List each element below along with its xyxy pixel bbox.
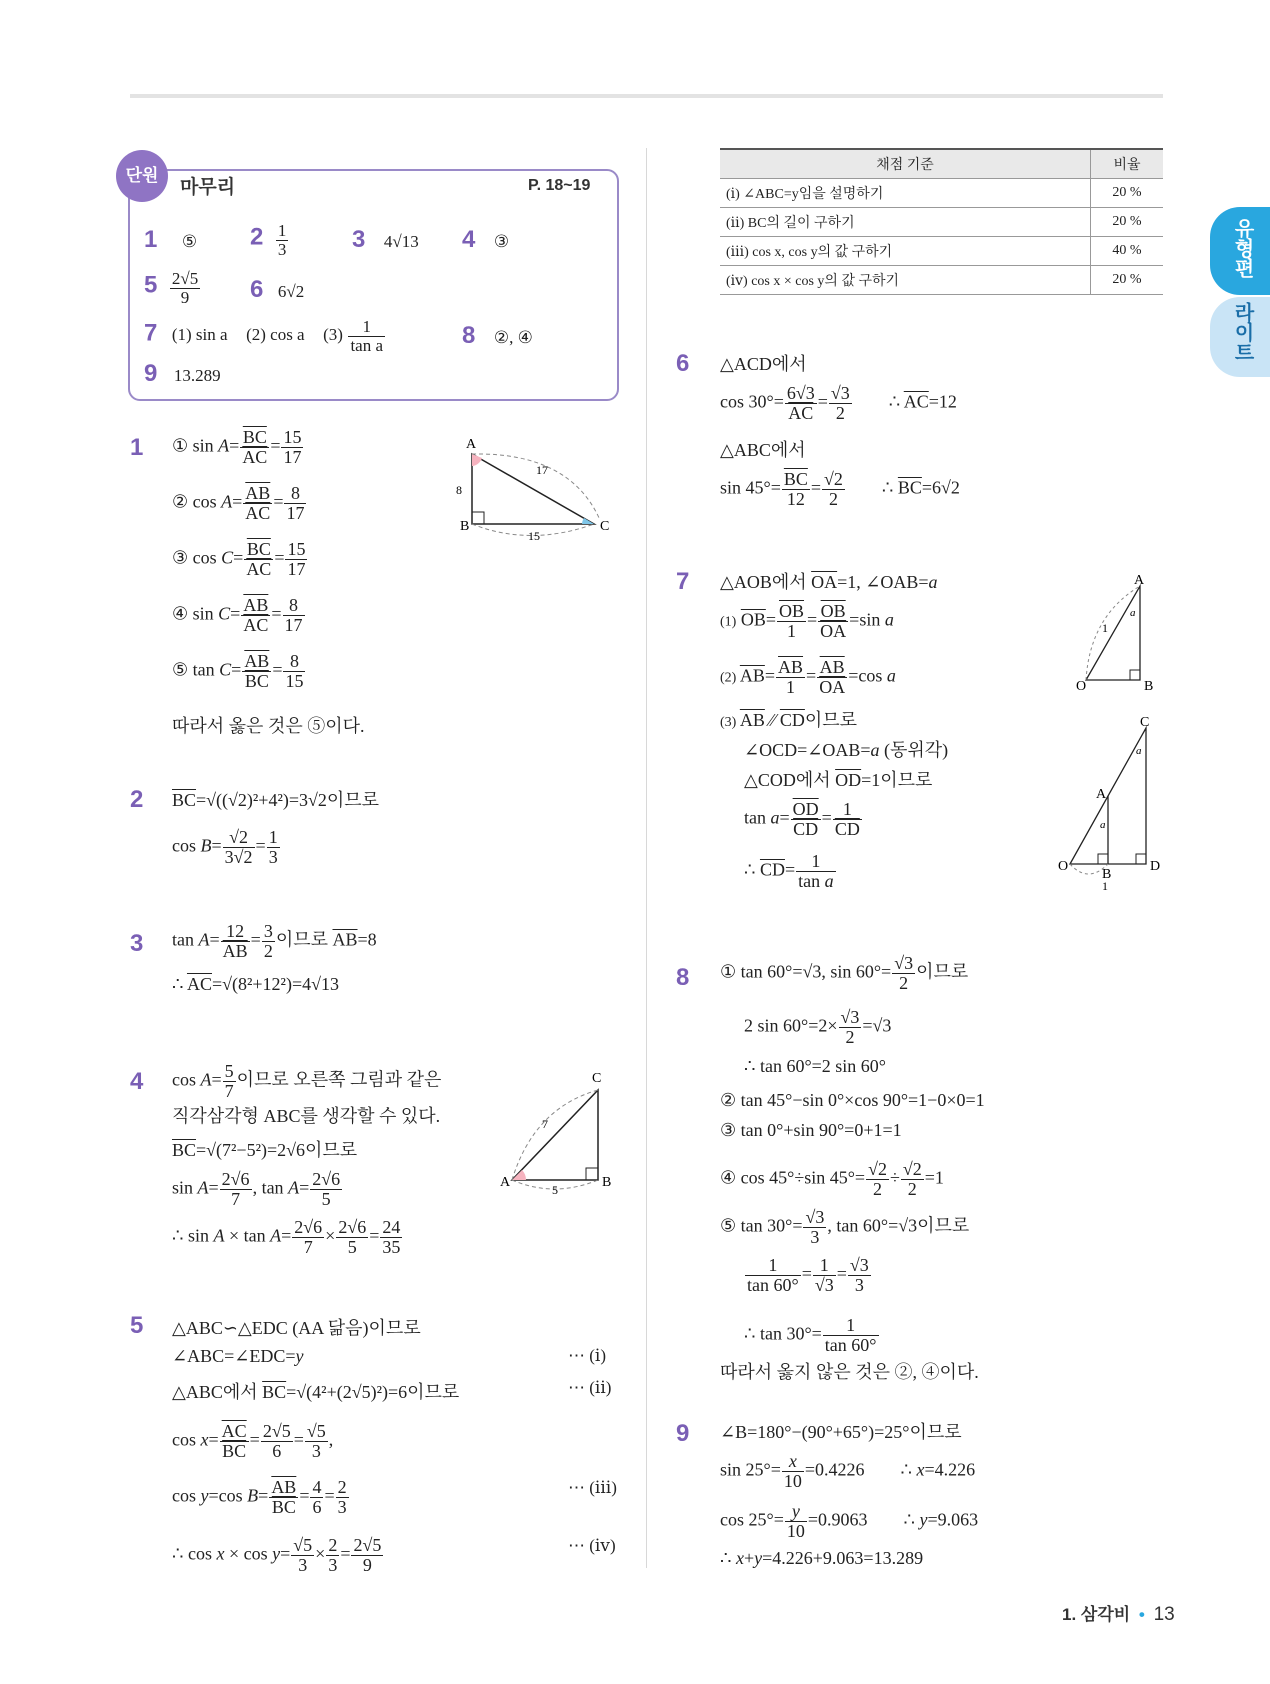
triangle-figure-4	[494, 1068, 624, 1198]
triangle-figure-7b	[1058, 715, 1178, 898]
solution-number-4: 4	[130, 1068, 144, 1095]
step-tag-3: ⋯ (ⅲ)	[568, 1478, 617, 1497]
svg-text:a: a	[1130, 607, 1136, 619]
table-row: (ⅲ) cos x, cos y의 값 구하기 40 %	[720, 237, 1163, 266]
solution-7-body: △AOB에서 $\overline{OA}=1$, ∠OAB=a (1) $\overline{OB}=$ $\frac{\overline{OB}}{1}$ = $\frac{\overline{OB}}{OA}$ =sin a (2) $\overline{AB}=$ $\frac{\overline{AB}}{1}$ = $\frac{\overline{AB}}{OA}$ =cos a (3) $\overline{AB}$ ⁄⁄ $\overline{CD}$이므로 ∠OCD=∠OAB=a (동위각) △COD에서 $\overline{OD}=1$이므로 tan a= $\frac{\overline{OD}}{CD}$ = $\frac{1}{CD}$ ∴ $\overline{CD}=$ $\frac{1}{\text{tan a}}$	[720, 572, 949, 891]
step-tag-2: ⋯ (ⅱ)	[568, 1378, 612, 1397]
vertex-label-a: A	[466, 437, 477, 452]
solution-8-body: ① tan 60°=√3, sin 60°= $\frac{√3}{2}$ 이므로 2 sin 60°=2× $\frac{√3}{2}$ =√3 ∴ tan 60°=2 sin 60° ② tan 45°−sin 0°×cos 90°=1−0×0=1 ③ tan 0°+sin 90°=0+1=1 ④ cos 45°÷sin 45°= $\frac{√2}{2}$ ÷ $\frac{√2}{2}$ =1 ⑤ tan 30°= $\frac{√3}{3}$ , tan 60°=√3이므로 $\frac{1}{\tan 60^\circ}$ = $\frac{1}{√3}$ = $\frac{√3}{3}$ ∴ tan 30°= $\frac{1}{\tan 60^\circ}$ 따라서 옳지 않은 것은 ②, ④이다.	[720, 953, 985, 1382]
page-footer	[1062, 1600, 1175, 1626]
grading-rubric-table	[720, 148, 1163, 295]
vertex-label-c: C	[592, 1071, 602, 1086]
top-rule	[130, 94, 1163, 98]
summary-answer-7: 7 (1) sin a (2) cos a (3) $\frac{1}{\text{tan a}}$	[144, 317, 384, 355]
rubric-header-ratio: 비율	[1091, 149, 1164, 179]
summary-answer-3: 3 4√13	[352, 226, 419, 253]
side-label-ac: 7	[542, 1117, 548, 1131]
svg-text:A: A	[1134, 573, 1145, 588]
solution-8-conclusion: 따라서 옳지 않은 것은 ②, ④이다.	[720, 1362, 979, 1382]
svg-text:a: a	[1100, 819, 1106, 831]
vertex-label-b: B	[602, 1175, 612, 1190]
vertex-label-a: A	[500, 1175, 511, 1190]
solution-number-1: 1	[130, 434, 144, 461]
solution-number-6: 6	[676, 350, 690, 377]
solution-5-body: △ABC∽△EDC (AA 닮음)이므로 ∠ABC=∠EDC=y △ABC에서 $\overline{BC}=√(4^2+(2√5)^2)=6$이므로 cos x= $\frac{\overline{AC}}{BC}$ = $\frac{2√5}{6}$ = $\frac{√5}{3}$ , cos y=cos B= $\frac{\overline{AB}}{BC}$ = $\frac{4}{6}$ = $\frac{2}{3}$ ∴ cos x × cos y= $\frac{√5}{3}$ × $\frac{2}{3}$ = $\frac{2√5}{9}$	[172, 1318, 460, 1575]
triangle-figure-1	[450, 432, 620, 542]
solution-1-body: ① sin A= $\frac{\overline{BC}}{AC}$ = $\frac{15}{17}$ ② cos A= $\frac{\overline{AB}}{AC}$ = $\frac{8}{17}$ ③ cos C= $\frac{\overline{BC}}{AC}$ = $\frac{15}{17}$ ④ sin C= $\frac{\overline{AB}}{AC}$ = $\frac{8}{17}$ ⑤ tan C= $\frac{\overline{AB}}{BC}$ = $\frac{8}{15}$ 따라서 옳은 것은 ⑤이다.	[172, 427, 365, 736]
svg-text:1: 1	[1102, 879, 1108, 893]
table-row: (ⅳ) cos x × cos y의 값 구하기 20 %	[720, 266, 1163, 295]
solution-number-7: 7	[676, 568, 690, 595]
summary-answer-9: 9 13.289	[144, 360, 221, 387]
step-tag-1: ⋯ (ⅰ)	[568, 1346, 607, 1365]
solution-number-3: 3	[130, 930, 144, 957]
tab-type-section-label: 유형편	[1231, 218, 1253, 278]
solution-1-conclusion: 따라서 옳은 것은 ⑤이다.	[172, 716, 365, 736]
tab-light-label: 라이트	[1231, 302, 1253, 362]
side-label-ac: 17	[536, 463, 548, 477]
summary-answer-8: 8 ②, ④	[462, 322, 533, 349]
solution-9-body: ∠B=180°−(90°+65°)=25°이므로 sin 25°= $\frac{x}{10}$ =0.4226 ∴ x=4.226 cos 25°= $\frac{y}{10}$ =0.9063 ∴ y=9.063 ∴ x+y=4.226+9.063=13.289	[720, 1422, 979, 1568]
summary-answer-1: 1 ⑤	[144, 226, 198, 253]
side-label-ab: 8	[456, 483, 462, 497]
svg-text:a: a	[1136, 745, 1142, 757]
vertex-label-c: C	[600, 519, 610, 534]
column-divider	[646, 148, 647, 1568]
solution-number-2: 2	[130, 786, 144, 813]
side-label-ab: 5	[552, 1183, 558, 1197]
vertex-label-b: B	[460, 519, 470, 534]
page-number: 13	[1153, 1604, 1175, 1625]
section-badge: 단원	[116, 150, 168, 202]
svg-text:A: A	[1096, 787, 1107, 802]
page-reference: P. 18~19	[528, 177, 591, 194]
summary-answer-2: 2 $\frac{1}{3}$	[250, 221, 287, 259]
solution-3-body: tan A= $\frac{12}{AB}$ = $\frac{3}{2}$ 이므로 $\overline{AB}=8$ ∴ $\overline{AC}=√(8^2+12^2)=4√13$	[172, 921, 377, 994]
summary-answer-5: 5 $\frac{2√5}{9}$	[144, 269, 199, 307]
svg-text:D: D	[1150, 859, 1161, 874]
svg-text:C: C	[1140, 715, 1150, 730]
solution-6-body: △ACD에서 cos 30°= $\frac{6√3}{AC}$ = $\frac{√3}{2}$ ∴ $\overline{AC}=12$ △ABC에서 sin 45°= $\frac{\overline{BC}}{12}$ = $\frac{√2}{2}$ ∴ $\overline{BC}=6√2$	[720, 354, 960, 509]
chapter-title: 1. 삼각비	[1062, 1605, 1131, 1624]
footer-bullet: •	[1138, 1605, 1145, 1624]
svg-text:O: O	[1058, 859, 1069, 874]
triangle-figure-7a	[1076, 573, 1186, 694]
table-row: (ⅱ) BC의 길이 구하기 20 %	[720, 208, 1163, 237]
svg-text:O: O	[1076, 679, 1087, 694]
summary-answer-4: 4 ③	[462, 226, 510, 253]
solution-2-body: $\overline{BC}=√((√2)^2+4^2)=3√2$이므로 cos B= $\frac{√2}{3√2}$ = $\frac{1}{3}$	[172, 790, 380, 867]
table-row: (ⅰ) ∠ABC=y임을 설명하기 20 %	[720, 179, 1163, 208]
section-title: 마무리	[180, 177, 236, 198]
solution-number-5: 5	[130, 1312, 144, 1339]
svg-text:B: B	[1144, 679, 1154, 694]
solution-4-body: cos A= $\frac{5}{7}$ 이므로 오른쪽 그림과 같은 직각삼각형 ABC를 생각할 수 있다. $\overline{BC}=√(7^2-5^2)=2√6$이므로 sin A= $\frac{2√6}{7}$ , tan A= $\frac{2√6}{5}$ ∴ sin A × tan A= $\frac{2√6}{7}$ × $\frac{2√6}{5}$ = $\frac{24}{35}$	[172, 1061, 442, 1257]
summary-answer-6: 6 6√2	[250, 276, 305, 303]
side-label-bc: 15	[528, 529, 540, 543]
rubric-header-criterion: 채점 기준	[720, 149, 1091, 179]
step-tag-4: ⋯ (ⅳ)	[568, 1536, 616, 1555]
svg-text:B: B	[1102, 867, 1112, 882]
solution-number-9: 9	[676, 1420, 690, 1447]
solution-number-8: 8	[676, 964, 690, 991]
svg-text:1: 1	[1102, 621, 1108, 635]
